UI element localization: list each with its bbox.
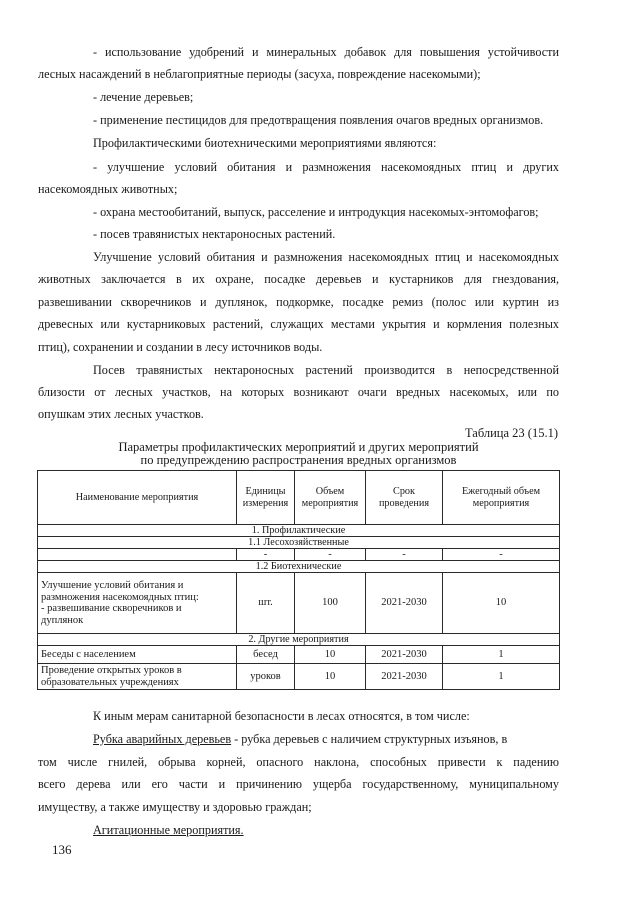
table-cell: - — [295, 549, 366, 561]
text-line: животных заключается в их охране, посадке деревьев и кустарников для гнездования, — [38, 272, 559, 286]
table-cell: 1 — [443, 664, 560, 690]
text-line: - применение пестицидов для предотвращения появления очагов вредных организмов. — [93, 113, 544, 127]
text-line: древесных или кустарниковых растений, служащих местами укрытия и кормления полезных — [38, 317, 559, 331]
table-header-cell: Наименование мероприятия — [38, 471, 237, 525]
table-cell — [38, 549, 237, 561]
text-line: развешивании скворечников и дуплянок, подкормке, посадке ремиз (полос или куртин из — [38, 295, 559, 309]
cell-line: Улучшение условий обитания и — [41, 580, 184, 591]
table-row — [38, 573, 560, 634]
section-title: 1. Профилактические — [38, 525, 560, 537]
section-title: 1.1 Лесохозяйственные — [38, 537, 560, 549]
text-line: насекомоядных животных; — [38, 182, 178, 196]
cell-line: - развешивание скворечников и — [41, 603, 182, 614]
table-cell: - — [366, 549, 443, 561]
section-title: 1.2 Биотехнические — [38, 561, 560, 573]
table-cell: 1 — [443, 646, 560, 664]
table-cell: 2021-2030 — [366, 646, 443, 664]
table-cell: 2021-2030 — [366, 664, 443, 690]
page-number: 136 — [52, 842, 72, 857]
table-section-row — [38, 537, 560, 549]
text-line: Улучшение условий обитания и размножения насекомоядных птиц и насекомоядных — [93, 250, 559, 264]
text-line: лесных насаждений в неблагоприятные периоды (засуха, повреждение насекомыми); — [38, 67, 481, 81]
text-line: близости от лесных участков, на которых возникают очаги вредных насекомых, или по — [38, 385, 559, 399]
text-line: опушкам этих лесных участков. — [38, 407, 204, 421]
table-cell: 10 — [443, 573, 560, 634]
text-line: - улучшение условий обитания и размножения насекомоядных птиц и других — [93, 160, 559, 174]
table-cell: - — [237, 549, 295, 561]
table-header-cell: Объем мероприятия — [295, 471, 366, 525]
text-line: Посев травянистых нектароносных растений производится в непосредственной — [93, 363, 559, 377]
section-title: 2. Другие мероприятия — [38, 634, 560, 646]
cell-line: образовательных учреждениях — [41, 676, 179, 688]
text-line: - использование удобрений и минеральных добавок для повышения устойчивости — [93, 45, 559, 59]
table-section-row — [38, 525, 560, 537]
table-cell: 2021-2030 — [366, 573, 443, 634]
table-cell: 10 — [295, 646, 366, 664]
table-cell: шт. — [237, 573, 295, 634]
table-section-row — [38, 634, 560, 646]
table-cell: 100 — [295, 573, 366, 634]
table-header-cell: Ежегодный объем мероприятия — [443, 471, 560, 525]
text-line — [93, 731, 507, 747]
table-cell: Беседы с населением — [38, 646, 237, 664]
text-line: - лечение деревьев; — [93, 90, 194, 104]
text-line: - охрана местообитаний, выпуск, расселение и интродукция насекомых-энтомофагов; — [93, 205, 539, 219]
agitation-heading: Агитационные мероприятия. — [93, 823, 244, 837]
text-line: - посев травянистых нектароносных растений. — [93, 227, 336, 241]
table-header-cell: Срок проведения — [366, 471, 443, 525]
table-cell: бесед — [237, 646, 295, 664]
text-line: К иным мерам санитарной безопасности в лесах относятся, в том числе: — [93, 709, 470, 723]
felling-heading: Рубка аварийных деревьев — [93, 732, 232, 746]
table-header-row — [38, 471, 560, 525]
table-cell: - — [443, 549, 560, 561]
cell-line: размножения насекомоядных птиц: — [41, 591, 199, 603]
text-line: птиц), сохранении и создании в лесу источников воды. — [38, 340, 323, 354]
table-header-cell: Единицы измерения — [237, 471, 295, 525]
table-row — [38, 646, 560, 664]
measures-table — [37, 470, 560, 690]
table-cell — [38, 664, 237, 690]
text-line: Профилактическими биотехническими мероприятиями являются: — [93, 136, 437, 150]
cell-line: Проведение открытых уроков в — [41, 665, 182, 676]
table-cell — [38, 573, 237, 634]
table-number: Таблица 23 (15.1) — [464, 426, 558, 440]
text-line: имуществу, а также имуществу и здоровью граждан; — [38, 800, 312, 814]
table-row — [38, 664, 560, 690]
cell-line: дуплянок — [41, 614, 84, 626]
table-cell: уроков — [237, 664, 295, 690]
table-section-row — [38, 561, 560, 573]
table-cell: 10 — [295, 664, 366, 690]
table-row — [38, 549, 560, 561]
table-title: по предупреждению распространения вредных организмов — [140, 453, 457, 467]
table-title: Параметры профилактических мероприятий и других мероприятий — [118, 440, 479, 454]
text-line: том числе гнилей, обрыва корней, опасного наклона, способных привести к падению — [38, 755, 559, 769]
felling-text: - рубка деревьев с наличием структурных изъянов, в — [231, 732, 508, 746]
text-line: всего дерева или его части и причинению ущерба государственному, муниципальному — [38, 777, 559, 791]
